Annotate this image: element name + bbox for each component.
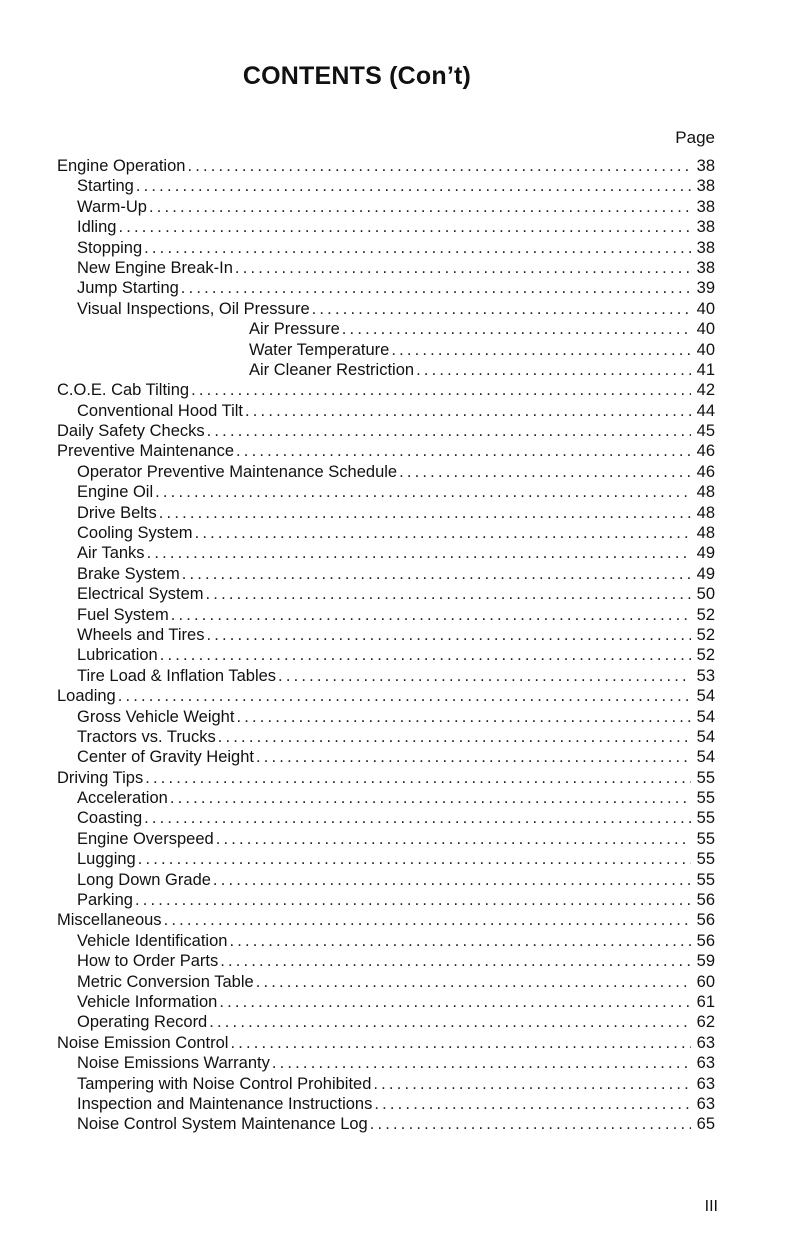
toc-entry-page: 55: [696, 870, 715, 889]
toc-entry[interactable]: [57, 931, 715, 951]
toc-entry-label: Tampering with Noise Control Prohibited: [77, 1074, 372, 1093]
toc-entry[interactable]: [57, 1012, 715, 1032]
toc-entry-page: 56: [696, 891, 715, 910]
dot-leader: [153, 482, 691, 502]
dot-leader: [389, 340, 691, 360]
toc-entry-page: 55: [696, 789, 715, 808]
dot-leader: [372, 1094, 691, 1114]
toc-entry-label: Idling: [77, 218, 117, 237]
toc-entry-page: 42: [696, 381, 715, 400]
toc-entry-label: Coasting: [77, 809, 143, 828]
toc-entry[interactable]: [57, 1053, 715, 1073]
toc-entry-label: Noise Control System Maintenance Log: [77, 1115, 368, 1134]
dot-leader: [270, 1053, 691, 1073]
toc-entry[interactable]: [57, 564, 715, 584]
toc-entry-page: 46: [696, 442, 715, 461]
toc-entry[interactable]: [57, 727, 715, 747]
toc-entry-label: Warm-Up: [77, 197, 147, 216]
dot-leader: [142, 238, 691, 258]
toc-entry-page: 48: [696, 524, 715, 543]
toc-entry-page: 50: [696, 585, 715, 604]
dot-leader: [368, 1114, 691, 1134]
toc-entry-page: 52: [696, 646, 715, 665]
toc-entry[interactable]: [57, 523, 715, 543]
toc-entry-label: New Engine Break-In: [77, 258, 233, 277]
table-of-contents: [57, 156, 715, 1135]
toc-entry-label: Wheels and Tires: [77, 625, 205, 644]
toc-entry[interactable]: [57, 645, 715, 665]
dot-leader: [193, 523, 691, 543]
toc-entry-label: Loading: [57, 687, 116, 706]
dot-leader: [145, 543, 691, 563]
toc-entry-page: 38: [696, 218, 715, 237]
toc-entry-label: Parking: [77, 891, 133, 910]
dot-leader: [204, 625, 691, 645]
toc-entry[interactable]: [57, 380, 715, 400]
toc-entry-label: Long Down Grade: [77, 870, 211, 889]
toc-entry-page: 38: [696, 156, 715, 175]
toc-entry[interactable]: [57, 809, 715, 829]
toc-entry-label: Visual Inspections, Oil Pressure: [77, 299, 310, 318]
toc-entry-label: Vehicle Identification: [77, 931, 228, 950]
dot-leader: [169, 605, 691, 625]
dot-leader: [310, 299, 691, 319]
toc-entry[interactable]: [57, 360, 715, 380]
toc-entry[interactable]: [57, 1033, 715, 1053]
toc-entry-label: Cooling System: [77, 524, 193, 543]
toc-entry[interactable]: [57, 340, 715, 360]
toc-entry[interactable]: [57, 462, 715, 482]
dot-leader: [143, 768, 691, 788]
dot-leader: [134, 176, 691, 196]
toc-entry-page: 63: [696, 1094, 715, 1113]
dot-leader: [158, 645, 691, 665]
toc-entry-label: Fuel System: [77, 605, 169, 624]
toc-entry-page: 40: [696, 320, 715, 339]
dot-leader: [189, 380, 691, 400]
toc-entry[interactable]: [57, 217, 715, 237]
toc-entry-page: 63: [696, 1054, 715, 1073]
toc-entry-page: 52: [696, 605, 715, 624]
toc-entry[interactable]: [57, 768, 715, 788]
toc-entry[interactable]: [57, 605, 715, 625]
toc-entry-label: Gross Vehicle Weight: [77, 707, 235, 726]
toc-entry-label: Stopping: [77, 238, 143, 257]
toc-entry-label: Daily Safety Checks: [57, 422, 205, 441]
toc-entry[interactable]: [57, 278, 715, 298]
toc-entry-label: Engine Operation: [57, 156, 186, 175]
toc-entry-label: Drive Belts: [77, 503, 157, 522]
toc-entry[interactable]: [57, 401, 715, 421]
toc-entry-label: Operator Preventive Maintenance Schedule: [77, 462, 398, 481]
toc-entry[interactable]: [57, 849, 715, 869]
dot-leader: [254, 972, 691, 992]
toc-entry-page: 48: [696, 503, 715, 522]
toc-entry-page: 62: [696, 1013, 715, 1032]
dot-leader: [234, 707, 691, 727]
toc-entry-page: 48: [696, 483, 715, 502]
toc-entry-label: Air Pressure: [249, 320, 340, 339]
dot-leader: [228, 1033, 691, 1053]
toc-entry-page: 55: [696, 829, 715, 848]
toc-entry-label: Tire Load & Inflation Tables: [77, 666, 277, 685]
toc-entry-label: Inspection and Maintenance Instructions: [77, 1094, 373, 1113]
page-column-label: Page: [675, 128, 715, 147]
dot-leader: [227, 931, 691, 951]
toc-entry-page: 60: [696, 972, 715, 991]
toc-entry-page: 55: [696, 850, 715, 869]
toc-entry[interactable]: [57, 788, 715, 808]
toc-entry-label: Driving Tips: [57, 768, 144, 787]
toc-entry-page: 46: [696, 462, 715, 481]
toc-entry[interactable]: [57, 543, 715, 563]
toc-entry-page: 45: [696, 422, 715, 441]
toc-entry[interactable]: [57, 482, 715, 502]
toc-entry-page: 63: [696, 1033, 715, 1052]
page-number: III: [704, 1198, 718, 1215]
dot-leader: [185, 156, 691, 176]
toc-entry-label: Operating Record: [77, 1013, 208, 1032]
toc-entry-page: 53: [696, 666, 715, 685]
dot-leader: [233, 258, 691, 278]
toc-entry[interactable]: [57, 1094, 715, 1114]
toc-entry-page: 54: [696, 707, 715, 726]
dot-leader: [340, 319, 691, 339]
toc-entry-label: Metric Conversion Table: [77, 972, 254, 991]
toc-entry[interactable]: [57, 870, 715, 890]
toc-entry-page: 52: [696, 625, 715, 644]
dot-leader: [207, 1012, 691, 1032]
toc-entry[interactable]: [57, 666, 715, 686]
toc-entry-label: Noise Emission Control: [57, 1033, 229, 1052]
dot-leader: [276, 666, 691, 686]
toc-entry-page: 38: [696, 258, 715, 277]
toc-entry[interactable]: [57, 910, 715, 930]
toc-entry-label: Tractors vs. Trucks: [77, 727, 216, 746]
toc-entry[interactable]: [57, 258, 715, 278]
dot-leader: [136, 849, 691, 869]
toc-entry[interactable]: [57, 972, 715, 992]
toc-entry-label: Brake System: [77, 564, 180, 583]
toc-entry-page: 39: [696, 279, 715, 298]
dot-leader: [243, 401, 691, 421]
toc-entry-label: Miscellaneous: [57, 911, 162, 930]
dot-leader: [214, 829, 691, 849]
toc-entry-label: Electrical System: [77, 585, 204, 604]
dot-leader: [217, 992, 691, 1012]
toc-entry[interactable]: [57, 1074, 715, 1094]
toc-entry[interactable]: [57, 299, 715, 319]
toc-entry-page: 49: [696, 564, 715, 583]
dot-leader: [254, 747, 691, 767]
toc-entry-label: Air Cleaner Restriction: [249, 360, 415, 379]
toc-entry-page: 54: [696, 748, 715, 767]
toc-entry[interactable]: [57, 238, 715, 258]
toc-entry-label: Lugging: [77, 850, 136, 869]
toc-entry-label: Lubrication: [77, 646, 158, 665]
toc-entry-page: 55: [696, 768, 715, 787]
dot-leader: [162, 910, 691, 930]
toc-entry[interactable]: [57, 156, 715, 176]
dot-leader: [179, 278, 691, 298]
dot-leader: [204, 584, 691, 604]
toc-entry[interactable]: [57, 829, 715, 849]
toc-entry[interactable]: [57, 625, 715, 645]
toc-entry[interactable]: [57, 503, 715, 523]
toc-entry[interactable]: [57, 584, 715, 604]
dot-leader: [133, 890, 691, 910]
toc-entry[interactable]: [57, 176, 715, 196]
dot-leader: [205, 421, 691, 441]
toc-entry-label: Vehicle Information: [77, 993, 218, 1011]
toc-entry-page: 56: [696, 911, 715, 930]
toc-entry[interactable]: [57, 890, 715, 910]
toc-entry-page: 44: [696, 401, 715, 420]
page-title: CONTENTS (Con’t): [242, 62, 472, 90]
dot-leader: [234, 441, 691, 461]
toc-entry[interactable]: [57, 951, 715, 971]
toc-entry[interactable]: [57, 319, 715, 339]
toc-entry[interactable]: [57, 421, 715, 441]
toc-entry-label: Preventive Maintenance: [57, 442, 235, 461]
dot-leader: [371, 1074, 691, 1094]
toc-entry-label: Noise Emissions Warranty: [77, 1054, 270, 1073]
toc-entry-page: 49: [696, 544, 715, 563]
toc-entry[interactable]: [57, 747, 715, 767]
toc-entry-label: Air Tanks: [77, 544, 145, 563]
toc-entry-label: Center of Gravity Height: [77, 748, 254, 767]
toc-entry[interactable]: [57, 441, 715, 461]
toc-entry-page: 59: [696, 952, 715, 971]
dot-leader: [180, 564, 691, 584]
toc-entry-page: 61: [696, 993, 715, 1011]
toc-entry-label: Jump Starting: [77, 279, 179, 298]
dot-leader: [211, 870, 691, 890]
toc-entry-page: 63: [696, 1074, 715, 1093]
toc-entry[interactable]: [57, 197, 715, 217]
toc-entry-label: Conventional Hood Tilt: [77, 401, 244, 420]
toc-entry-page: 65: [696, 1115, 715, 1134]
toc-entry-page: 38: [696, 177, 715, 196]
toc-entry-page: 54: [696, 687, 715, 706]
toc-entry[interactable]: [57, 1114, 715, 1134]
toc-entry[interactable]: [57, 707, 715, 727]
toc-entry-label: Starting: [77, 177, 134, 196]
toc-entry-page: 54: [696, 727, 715, 746]
dot-leader: [397, 462, 691, 482]
toc-entry-page: 55: [696, 809, 715, 828]
dot-leader: [157, 503, 691, 523]
toc-entry-page: 40: [696, 299, 715, 318]
toc-entry-label: Water Temperature: [249, 340, 390, 359]
toc-entry-page: 40: [696, 340, 715, 359]
toc-entry-label: How to Order Parts: [77, 952, 219, 971]
dot-leader: [116, 686, 691, 706]
dot-leader: [147, 197, 691, 217]
toc-entry-label: Acceleration: [77, 789, 168, 808]
toc-entry-label: Engine Overspeed: [77, 829, 214, 848]
toc-entry-page: 41: [696, 360, 715, 379]
dot-leader: [218, 951, 691, 971]
toc-entry-page: 38: [696, 197, 715, 216]
dot-leader: [142, 808, 691, 828]
dot-leader: [414, 360, 691, 380]
toc-entry[interactable]: [57, 992, 715, 1012]
toc-entry-page: 38: [696, 238, 715, 257]
dot-leader: [168, 788, 691, 808]
toc-entry-label: Engine Oil: [77, 483, 154, 502]
dot-leader: [216, 727, 691, 747]
toc-entry-page: 56: [696, 931, 715, 950]
toc-entry-label: C.O.E. Cab Tilting: [57, 381, 190, 400]
toc-entry[interactable]: [57, 686, 715, 706]
dot-leader: [116, 217, 691, 237]
